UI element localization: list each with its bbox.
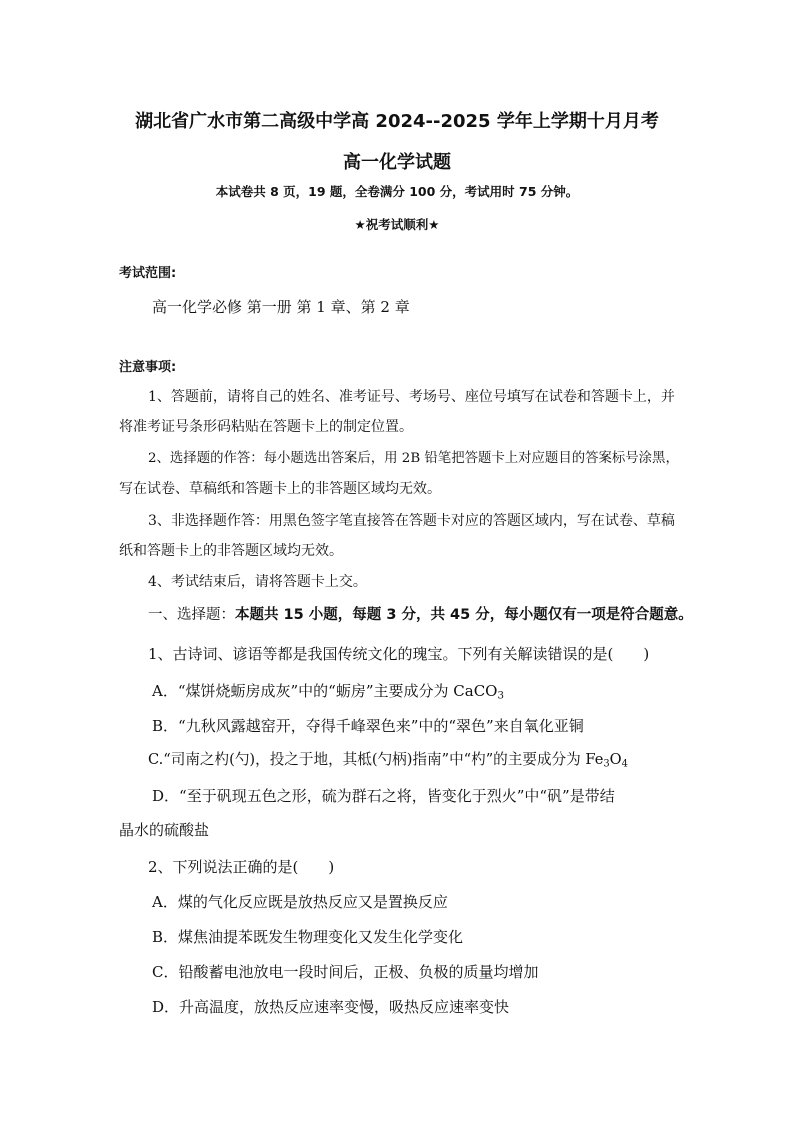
note-4: 4、考试结束后，请将答题卡上交。 [148,574,367,590]
q1-option-b: B．“九秋风露越窑开，夺得千峰翠色来”中的“翠色”来自氧化亚铜 [152,717,584,735]
q1-option-c: C.“司南之杓(勺)，投之于地，其柢(勺柄)指南”中“杓”的主要成分为 $Fe_3O_4$ [148,751,628,770]
note-1-line-2: 将准考证号条形码粘贴在答题卡上的制定位置。 [119,419,413,435]
note-2-line-2: 写在试卷、草稿纸和答题卡上的非答题区域均无效。 [119,481,441,497]
note-2-line-1: 2、选择题的作答：每小题选出答案后，用 2B 铅笔把答题卡上对应题目的答案标号涂黑， [148,451,679,466]
q2-option-d: D．升高温度，放热反应速率变慢，吸热反应速率变快 [152,998,510,1016]
q1-option-d-line-1: D．“至于矾现五色之形，硫为群石之将，皆变化于烈火”中“矾”是带结 [152,787,615,805]
q1-option-d-line-2: 晶水的硫酸盐 [119,821,210,839]
q2-option-b: B．煤焦油提苯既发生物理变化又发生化学变化 [152,928,464,946]
q2-stem: 2、下列说法正确的是( ) [148,858,335,876]
q1-option-a: A．“煤饼烧蛎房成灰”中的“蛎房”主要成分为 CaCO$_3$ [152,682,504,702]
scope-content: 高一化学必修 第一册 第 1 章、第 2 章 [152,298,410,316]
note-3-line-1: 3、非选择题作答：用黑色签字笔直接答在答题卡对应的答题区域内，写在试卷、草稿 [148,513,675,529]
scope-heading: 考试范围: [119,266,177,281]
note-3-line-2: 纸和答题卡上的非答题区域均无效。 [119,543,343,559]
section-1-prefix: 一、选择题： [148,607,235,623]
exam-info: 本试卷共 8 页，19 题，全卷满分 100 分，考试用时 75 分钟。 [215,184,579,199]
exam-subtitle: 高一化学试题 [343,152,451,173]
q1-stem: 1、古诗词、谚语等都是我国传统文化的瑰宝。下列有关解读错误的是( ) [148,645,650,663]
note-1-line-1: 1、答题前，请将自己的姓名、准考证号、考场号、座位号填写在试卷和答题卡上，并 [148,389,675,405]
section-1-text: 本题共 15 小题，每题 3 分，共 45 分，每小题仅有一项是符合题意。 [235,607,693,623]
q2-option-c: C．铅酸蓄电池放电一段时间后，正极、负极的质量均增加 [152,963,539,981]
q2-option-a: A．煤的气化反应既是放热反应又是置换反应 [152,893,448,911]
exam-title: 湖北省广水市第二高级中学高 2024--2025 学年上学期十月月考 [135,111,659,132]
good-luck-line: ★祝考试顺利★ [354,217,440,232]
notes-heading: 注意事项: [119,360,177,375]
section-1-heading [148,603,693,624]
